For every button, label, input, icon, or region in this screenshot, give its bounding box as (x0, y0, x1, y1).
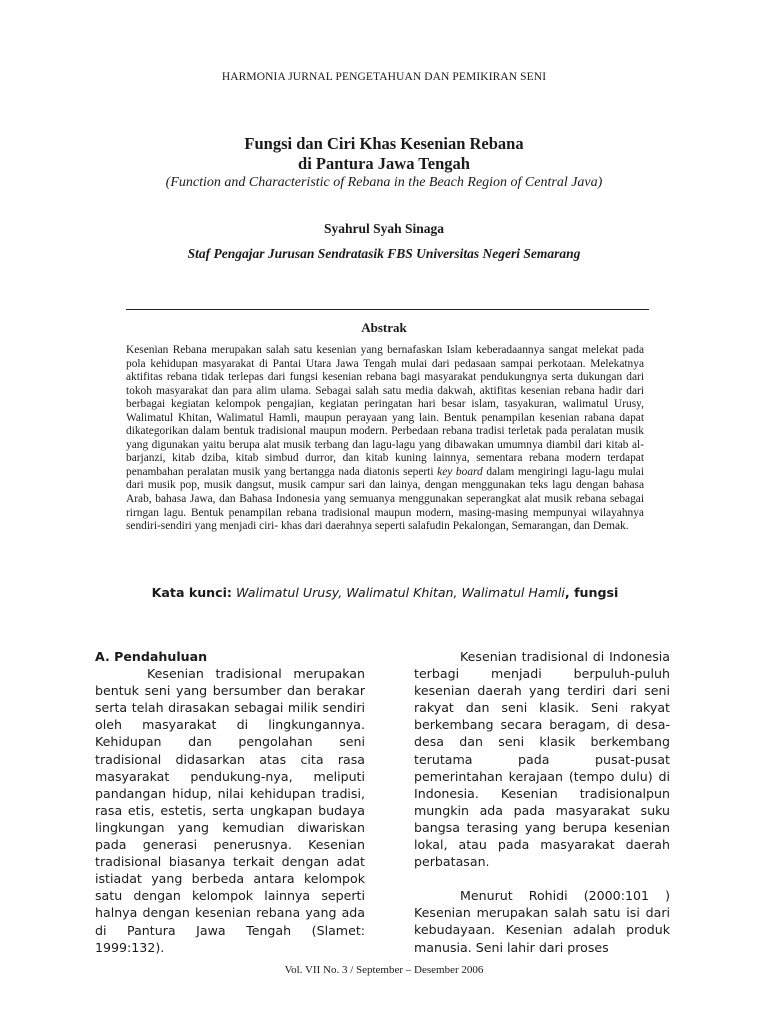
body-column-left (95, 648, 365, 956)
abstract-text-part2: dalam mengiringi lagu-lagu mulai dari musik pop, musik dangsut, musik campur sari dan lainya, dengan menggunakan teks lagu dengan bahasa Arab, bahasa Jawa, dan Bahasa Indonesia yang semuanya menggunakan seperangkat alat musik rebana sebagai rirngan lagu. Bentuk penampilan rebana tradisional maupun modern, masing-masing mempunyai wilayahnya sendiri-sendiri yang menjadi ciri- khas dari daerahnya seperti salafudin Pekalongan, Semarangan, dan Demak. (126, 465, 645, 533)
author-name: Syahrul Syah Sinaga (323, 221, 445, 236)
page-footer: Vol. VII No. 3 / September – Desember 2006 (284, 964, 484, 976)
right-paragraph-2: Menurut Rohidi (2000:101 ) Kesenian merupakan salah satu isi dari kebudayaan. Kesenian adalah produk manusia. Seni lahir dari proses (414, 888, 670, 955)
keywords-terms: Walimatul Urusy, Walimatul Khitan, Walimatul Hamli (231, 585, 565, 600)
left-paragraph-1: Kesenian tradisional merupakan bentuk seni yang bersumber dan berakar serta telah dirasakan sebagai milik sendiri oleh masyarakat di lingkungannya. Kehidupan dan pengolahan seni tradisional didasarkan atas cita rasa masyarakat pendukung-nya, meliputi pandangan hidup, nilai kehidupan tradisi, rasa etis, estetis, serta ungkapan budaya lingkungan yang kemudian diwariskan pada generasi penerusnya. Kesenian tradisional biasanya terkait dengan adat istiadat yang berbeda antara kelompok satu dengan kelompok lainnya seperti halnya dengan kesenian rebana yang ada di Pantura Jawa Tengah (Slamet: 1999:132). (95, 666, 365, 955)
journal-header: HARMONIA JURNAL PENGETAHUAN DAN PEMIKIRAN SENI (221, 71, 547, 83)
keywords-comma: , (564, 585, 570, 600)
right-paragraph-1: Kesenian tradisional di Indonesia terbagi menjadi berpuluh-puluh kesenian daerah yang terdiri dari seni rakyat dan seni klasik. Seni rakyat berkembang secara beragam, di desa-desa dan seni klasik berkembang terutama pada pusat-pusat pemerintahan kerajaan (tempo dulu) di Indonesia. Kesenian tradisionalpun mungkin ada pada masyarakat suku bangsa terasing yang berupa kesenian lokal, atau pada masyarakat daerah perbatasan. (414, 649, 670, 870)
keywords-label: Kata kunci: (151, 585, 232, 600)
abstract-text-italic: key board (437, 465, 483, 478)
section-divider (126, 309, 649, 310)
keywords-last: fungsi (569, 585, 619, 600)
abstract-text (126, 344, 644, 534)
section-heading: A. Pendahuluan (95, 649, 208, 664)
keywords (126, 585, 644, 600)
article-subtitle: (Function and Characteristic of Rebana in the Beach Region of Central Java) (165, 175, 603, 190)
abstract-text-part1: Kesenian Rebana merupakan salah satu kesenian yang bernafaskan Islam keberadaannya sangat melekat pada pola kehidupan masyarakat di Pantai Utara Jawa Tengah mulai dari pedasaan sampai perkotaan. Melekatnya aktifitas rebana tidak terlepas dari fungsi kesenian rebana bagi masyarakat pendukungnya serta dukungan dari tokoh masyarakat dan para alim ulama. Sebagai salah satu media dakwah, aktifitas kesenian rebana hadir dari berbagai kegiatan kelompok pengajian, kegiatan peringatan hari besar islam, tasyakuran, walimatul Urusy, Walimatul Khitan, Walimatul Hamli, maupun perayaan yang lain. Bentuk penampilan kesenian rabana dapat dikategorikan dalam bentuk tradisional maupun modern. Perbedaan rebana tradisi terletak pada peralatan musik yang digunakan yaitu berupa alat musik terbang dan lagu-lagu yang dibawakan umumnya diambil dari kitab al-barjanzi, kitab dziba, kitab simbud durror, dan kitab kuning lainnya, sementara rebana modern terdapat penambahan peralatan musik yang bertangga nada diatonis seperti (126, 344, 644, 478)
title-line-2: di Pantura Jawa Tengah (298, 154, 470, 173)
abstract-heading: Abstrak (361, 320, 407, 335)
author-affiliation: Staf Pengajar Jurusan Sendratasik FBS Universitas Negeri Semarang (187, 246, 581, 261)
title-line-1: Fungsi dan Ciri Khas Kesenian Rebana (244, 134, 524, 153)
article-title (0, 134, 768, 174)
body-column-right (414, 648, 670, 956)
